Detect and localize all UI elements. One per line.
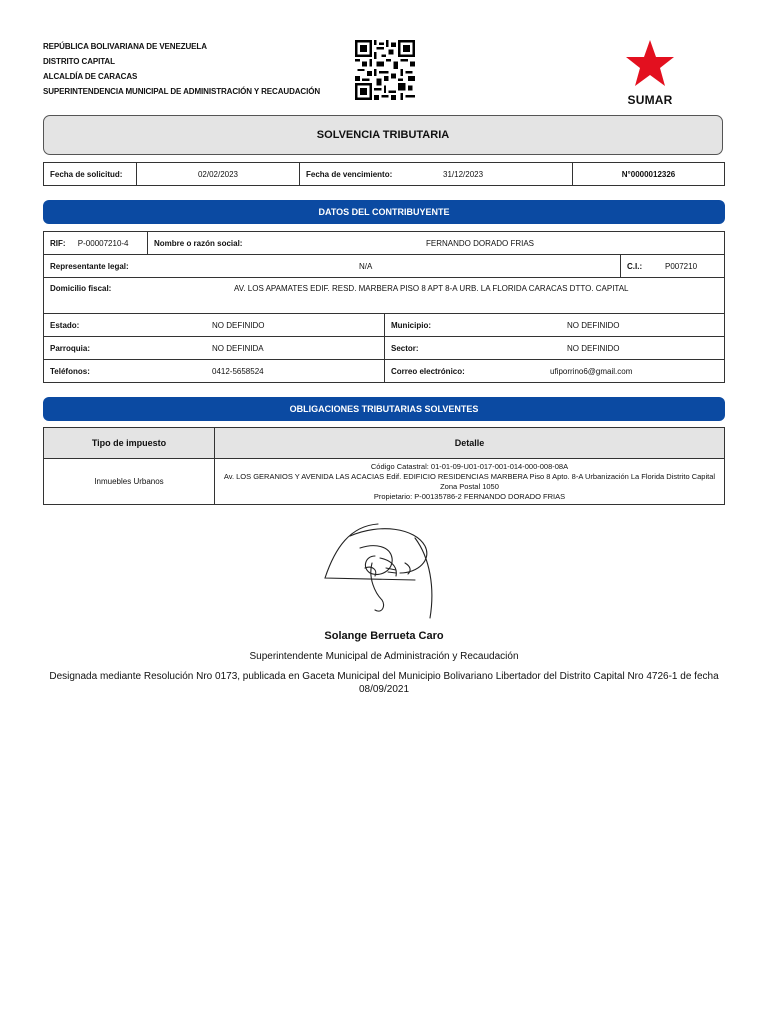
estado-label: Estado: [50, 320, 80, 330]
rif-value: P-00007210-4 [77, 238, 129, 248]
header-block [43, 39, 320, 99]
telefonos-value: 0412-5658524 [212, 366, 264, 376]
representante-label: Representante legal: [50, 261, 129, 271]
detalle-zona: Zona Postal 1050 [440, 481, 499, 491]
detalle-propietario: Propietario: P-00135786-2 FERNANDO DORADO FRIAS [373, 491, 566, 501]
sector-label: Sector: [391, 343, 419, 353]
nombre-label: Nombre o razón social: [154, 238, 243, 248]
parroquia-label: Parroquia: [50, 343, 91, 353]
representante-value: N/A [359, 261, 373, 271]
representante-table [43, 254, 725, 278]
rif-nombre-table [43, 231, 725, 255]
nombre-value: FERNANDO DORADO FRIAS [426, 238, 535, 248]
header-line-superintendencia: SUPERINTENDENCIA MUNICIPAL DE ADMINISTRACIÓN Y RECAUDACIÓN [43, 87, 321, 96]
municipio-cell [385, 314, 725, 337]
logo-text: SUMAR [627, 93, 673, 107]
header-line-distrito: DISTRITO CAPITAL [43, 57, 115, 66]
telefonos-label: Teléfonos: [50, 366, 90, 376]
estado-value: NO DEFINIDO [212, 320, 265, 330]
header-line-alcaldia: ALCALDÍA DE CARACAS [43, 72, 138, 81]
fecha-vencimiento-cell [300, 163, 573, 186]
ci-label: C.I.: [627, 261, 643, 271]
sumar-logo [620, 38, 680, 106]
sector-value: NO DEFINIDO [567, 343, 620, 353]
municipio-label: Municipio: [391, 320, 431, 330]
signature-image [320, 518, 440, 623]
signer-name: Solange Berrueta Caro [324, 630, 444, 642]
obligaciones-table [43, 427, 725, 505]
section-bar-obligaciones: OBLIGACIONES TRIBUTARIAS SOLVENTES [43, 397, 725, 421]
estado-cell [44, 314, 385, 337]
parroquia-cell [44, 337, 385, 360]
correo-value: ufiporrino6@gmail.com [550, 366, 633, 376]
ci-cell [621, 255, 725, 278]
fecha-solicitud-label: Fecha de solicitud: [44, 163, 137, 186]
rif-label: RIF: [50, 238, 66, 248]
telefonos-cell [44, 360, 385, 383]
nombre-cell [148, 232, 725, 255]
dates-table [43, 162, 725, 186]
ubicacion-table [43, 313, 725, 383]
tipo-cell: Inmuebles Urbanos [44, 459, 215, 505]
detalle-cell [215, 459, 725, 505]
rif-cell [44, 232, 148, 255]
document-number: N°0000012326 [573, 163, 725, 186]
qr-code-icon [355, 40, 415, 100]
signer-resolution: Designada mediante Resolución Nro 0173, publicada en Gaceta Municipal del Municipio Bolivariano Libertador del Distrito Capital Nro 4726-1 de fecha 08/09/2021 [49, 671, 719, 695]
fecha-vencimiento-value: 31/12/2023 [443, 169, 484, 179]
fecha-solicitud-value: 02/02/2023 [137, 163, 300, 186]
fecha-vencimiento-label: Fecha de vencimiento: [306, 169, 393, 179]
parroquia-value: NO DEFINIDA [212, 343, 264, 353]
section-bar-contribuyente: DATOS DEL CONTRIBUYENTE [43, 200, 725, 224]
correo-cell [385, 360, 725, 383]
correo-label: Correo electrónico: [391, 366, 465, 376]
domicilio-label: Domicilio fiscal: [50, 284, 112, 293]
representante-cell [44, 255, 621, 278]
detalle-codigo: Código Catastral: 01-01-09-U01-017-001-014-000-008-08A [370, 461, 569, 471]
col-detalle-header: Detalle [215, 428, 725, 459]
sector-cell [385, 337, 725, 360]
table-row [44, 459, 725, 505]
municipio-value: NO DEFINIDO [567, 320, 620, 330]
header-line-republica: REPÚBLICA BOLIVARIANA DE VENEZUELA [43, 42, 207, 51]
col-tipo-header: Tipo de impuesto [44, 428, 215, 459]
ci-value: P007210 [665, 261, 698, 271]
domicilio-box [43, 277, 725, 314]
detalle-direccion: Av. LOS GERANIOS Y AVENIDA LAS ACACIAS Edif. EDIFICIO RESIDENCIAS MARBERA Piso 8 Apto. 8-A Urbanización La Florida Distrito Capital [223, 471, 716, 481]
document-title: SOLVENCIA TRIBUTARIA [43, 115, 723, 155]
signer-role: Superintendente Municipal de Administración y Recaudación [249, 651, 519, 662]
domicilio-value: AV. LOS APAMATES EDIF. RESD. MARBERA PISO 8 APT 8-A URB. LA FLORIDA CARACAS DTTO. CAPITAL [234, 284, 629, 293]
star-icon [623, 38, 677, 88]
